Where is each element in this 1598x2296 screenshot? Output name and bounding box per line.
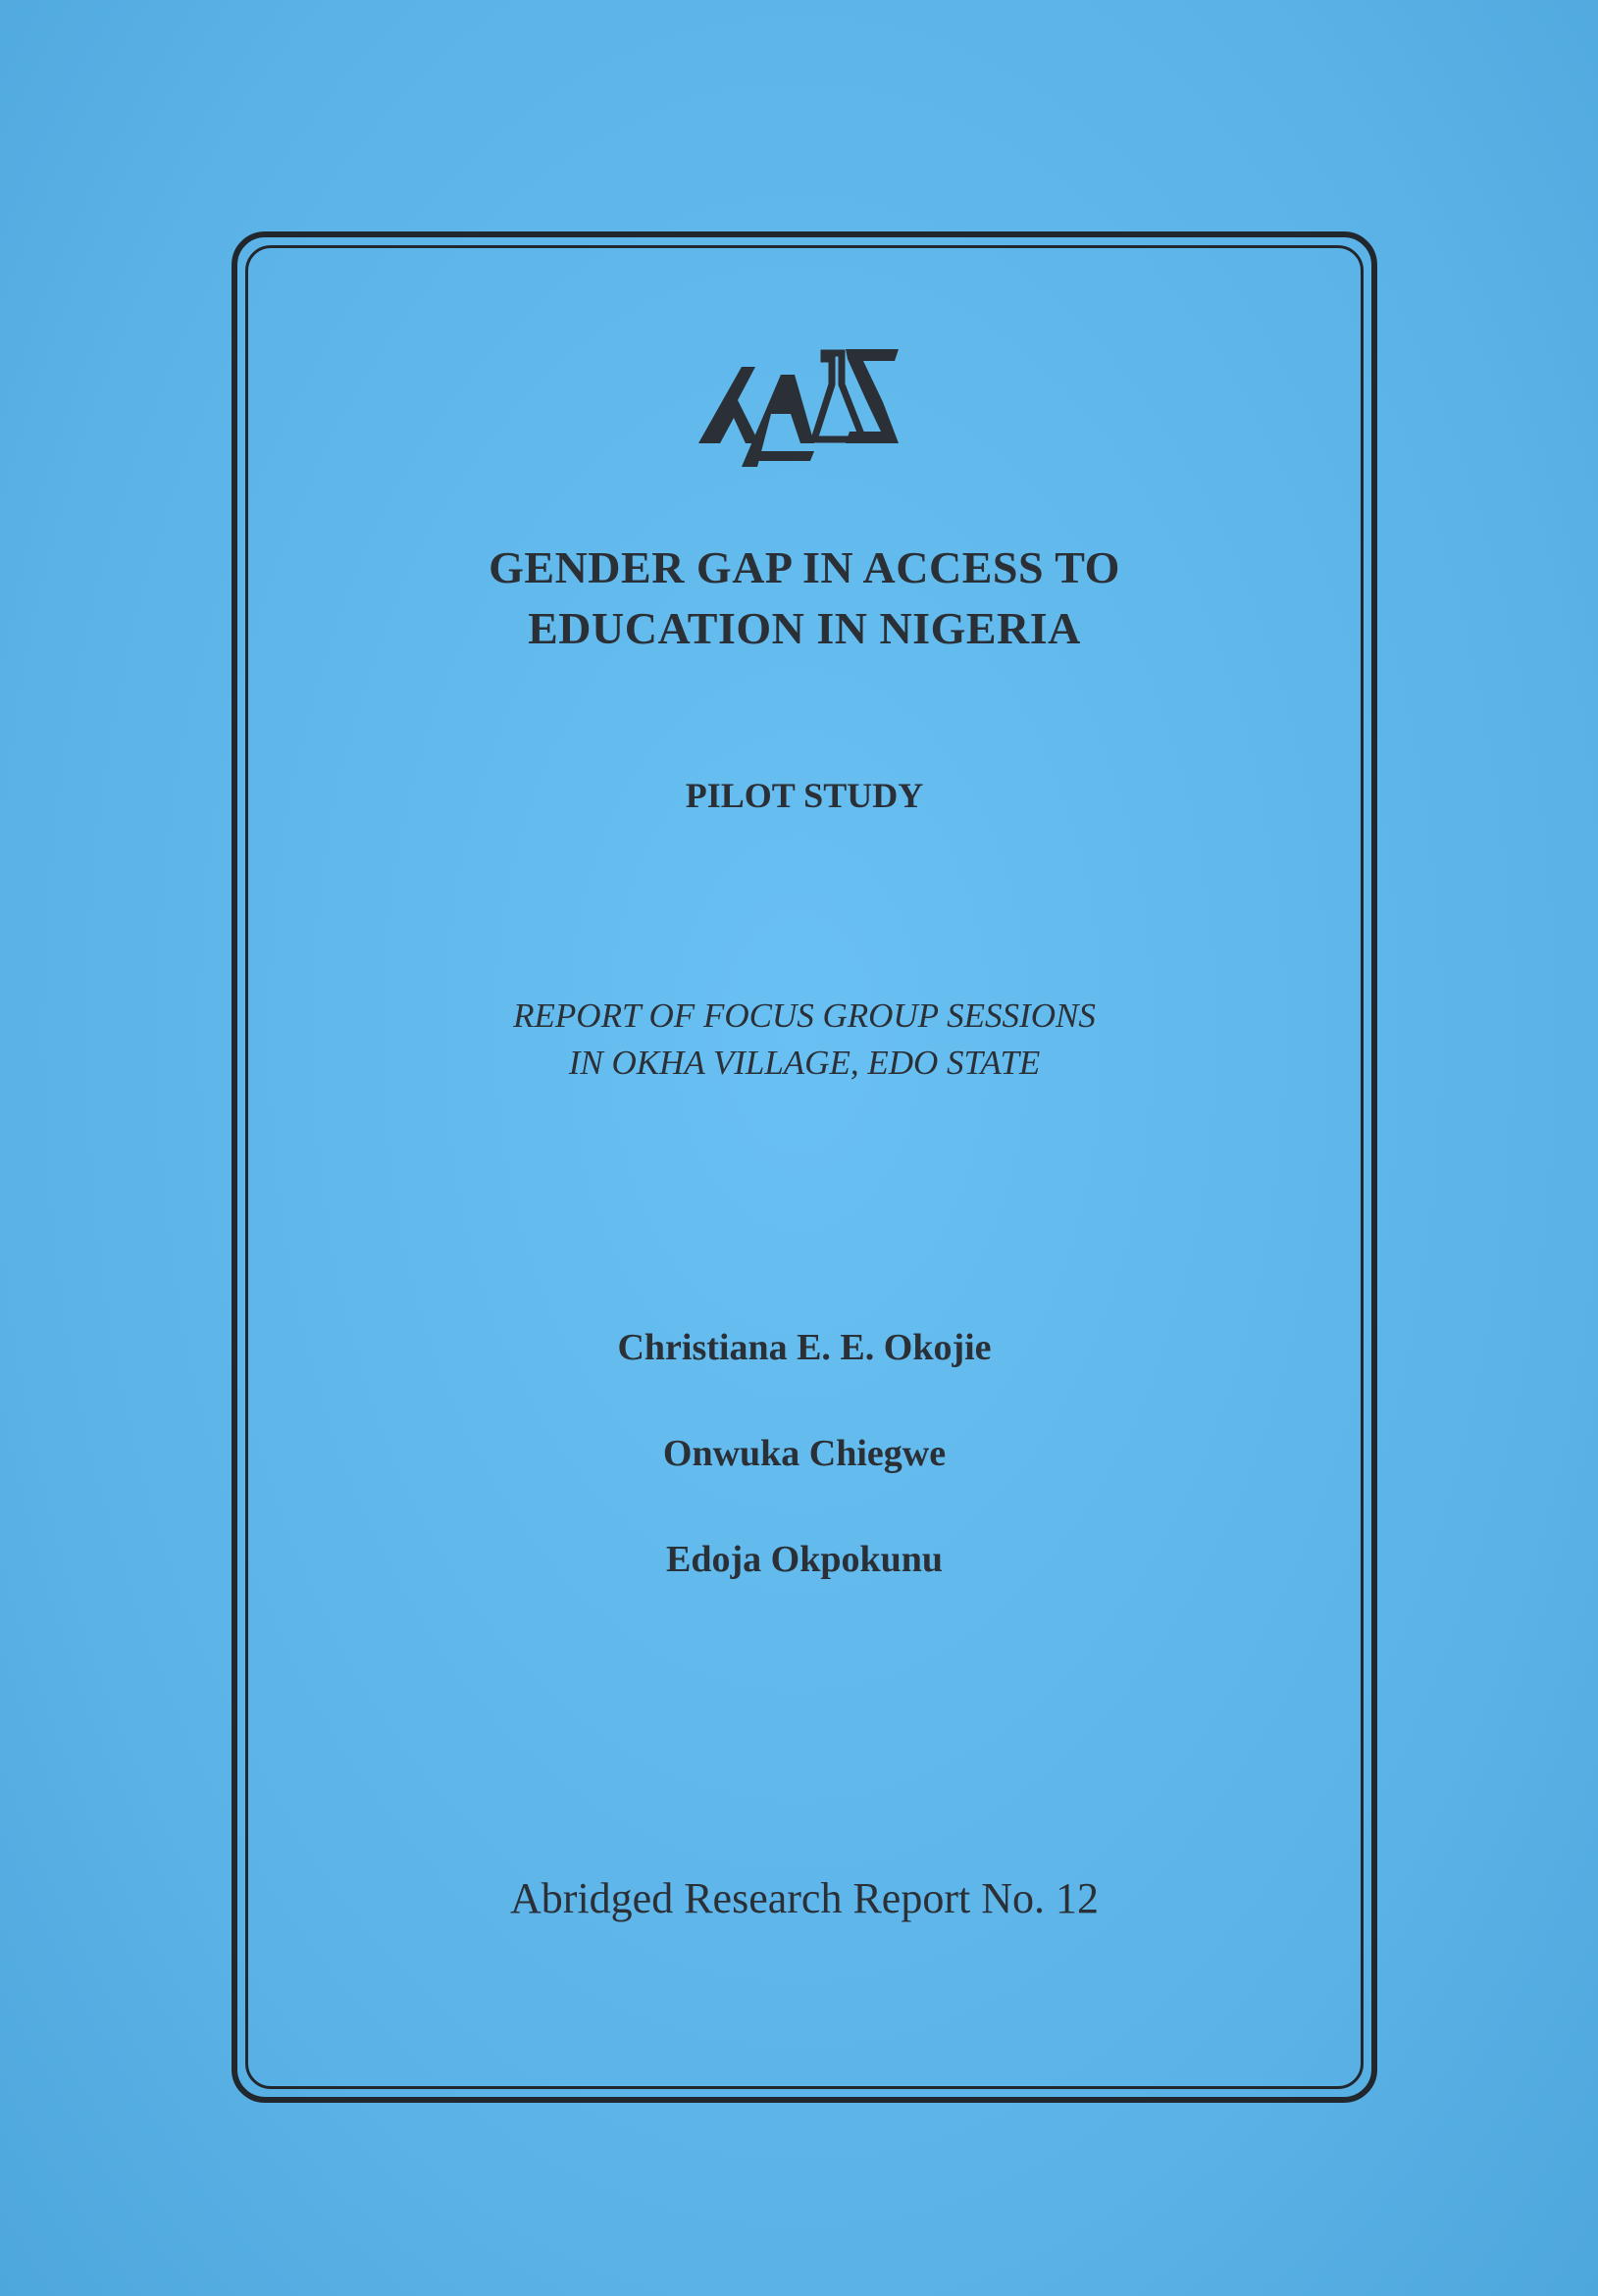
author-name: Edoja Okpokunu	[666, 1539, 943, 1580]
title-line-1: GENDER GAP IN ACCESS TO	[489, 542, 1120, 592]
report-line-1: REPORT OF FOCUS GROUP SESSIONS	[513, 996, 1096, 1035]
aas-logo-icon	[698, 345, 899, 475]
report-subtitle: PILOT STUDY	[685, 776, 924, 815]
cover-border-inner	[245, 245, 1364, 2089]
title-line-2: EDUCATION IN NIGERIA	[528, 603, 1081, 653]
author-name: Onwuka Chiegwe	[662, 1433, 947, 1474]
report-description	[245, 993, 1364, 1087]
report-line-2: IN OKHA VILLAGE, EDO STATE	[568, 1044, 1041, 1082]
series-label: Abridged Research Report No. 12	[510, 1874, 1099, 1922]
report-title	[245, 537, 1364, 659]
author-name: Christiana E. E. Okojie	[617, 1327, 992, 1368]
